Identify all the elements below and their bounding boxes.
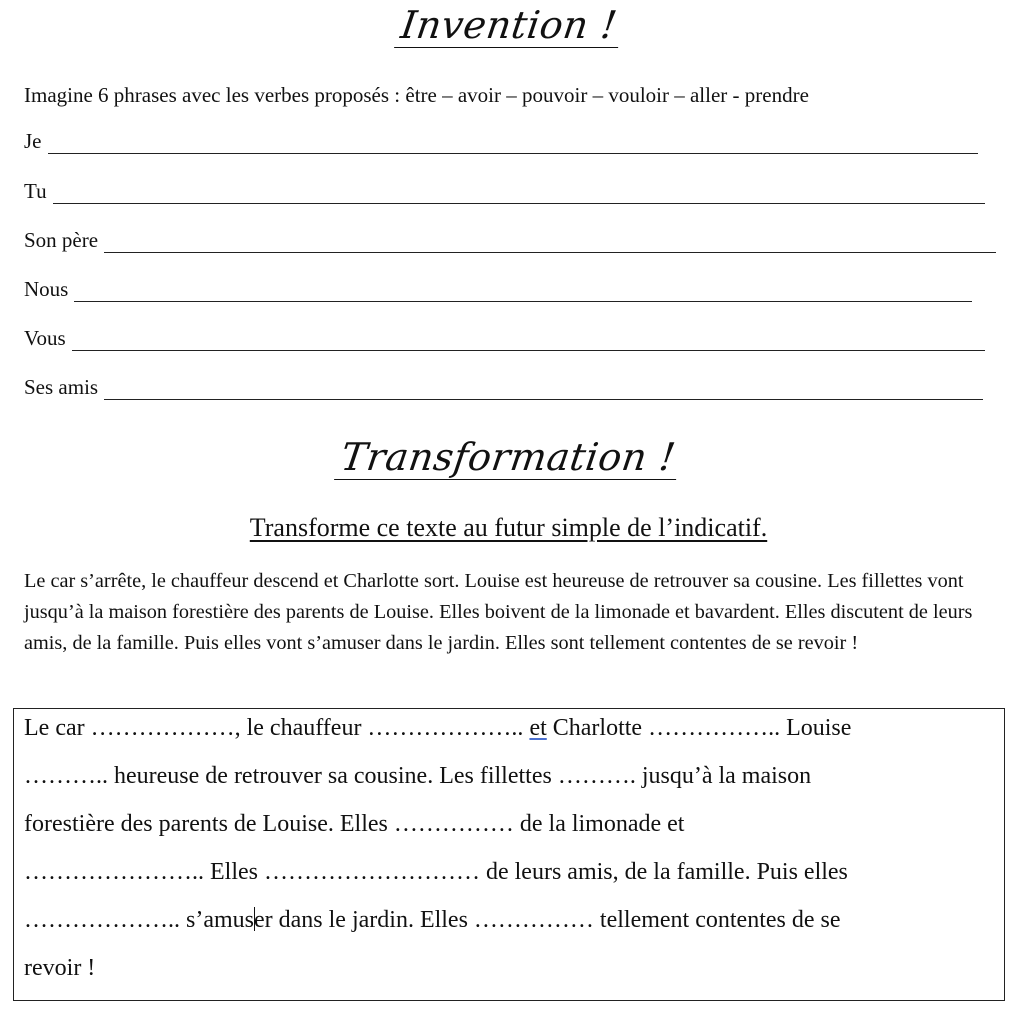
transformation-title: Transformation ! bbox=[0, 438, 1017, 480]
invention-title: Invention ! bbox=[0, 6, 1017, 48]
answer-line-4: ………………….. Elles ……………………… de leurs amis, de la famille. Puis elles bbox=[24, 859, 848, 885]
answer-line-3: forestière des parents de Louise. Elles …………… de la limonade et bbox=[24, 811, 685, 837]
answer-rule[interactable] bbox=[72, 330, 985, 351]
sentence-line-nous[interactable] bbox=[24, 276, 972, 302]
answer-line-1: Le car ………………, le chauffeur ……………….. et Charlotte …………….. Louise bbox=[24, 715, 852, 741]
answer-line-5: ……………….. s’amuser dans le jardin. Elles …………… tellement contentes de se bbox=[24, 907, 841, 933]
source-text: Le car s’arrête, le chauffeur descend et Charlotte sort. Louise est heureuse de retrouver sa cousine. Les fillettes vont jusqu’à la maison forestière des parents de Louise. Elles boivent de la limonade et bavardent. Elles discutent de leurs amis, de la famille. Puis elles vont s’amuser dans le jardin. Elles sont tellement contentes de se revoir ! bbox=[24, 570, 973, 654]
answer-rule[interactable] bbox=[104, 379, 983, 400]
answer-rule[interactable] bbox=[48, 133, 979, 154]
subject-label: Je bbox=[24, 129, 42, 153]
transformation-instruction: Transforme ce texte au futur simple de l’indicatif. bbox=[249, 513, 768, 542]
answer-box[interactable] bbox=[13, 708, 1005, 1001]
sentence-line-je[interactable] bbox=[24, 128, 978, 154]
answer-line-2: ……….. heureuse de retrouver sa cousine. Les fillettes ………. jusqu’à la maison bbox=[24, 763, 812, 789]
subject-label: Vous bbox=[24, 326, 66, 350]
answer-rule[interactable] bbox=[74, 281, 972, 302]
sentence-line-vous[interactable] bbox=[24, 325, 985, 351]
subject-label: Ses amis bbox=[24, 375, 99, 399]
sentence-line-tu[interactable] bbox=[24, 178, 985, 204]
spellcheck-word: et bbox=[529, 715, 547, 741]
answer-rule[interactable] bbox=[53, 183, 985, 204]
answer-line-6: revoir ! bbox=[24, 955, 96, 981]
sentence-line-son-pere[interactable] bbox=[24, 227, 996, 253]
subject-label: Nous bbox=[24, 277, 69, 301]
subject-label: Son père bbox=[24, 228, 99, 252]
subject-label: Tu bbox=[24, 179, 47, 203]
invention-instruction: Imagine 6 phrases avec les verbes proposés : être – avoir – pouvoir – vouloir – aller - prendre bbox=[24, 83, 809, 107]
sentence-line-ses-amis[interactable] bbox=[24, 374, 983, 400]
answer-rule[interactable] bbox=[104, 232, 996, 253]
